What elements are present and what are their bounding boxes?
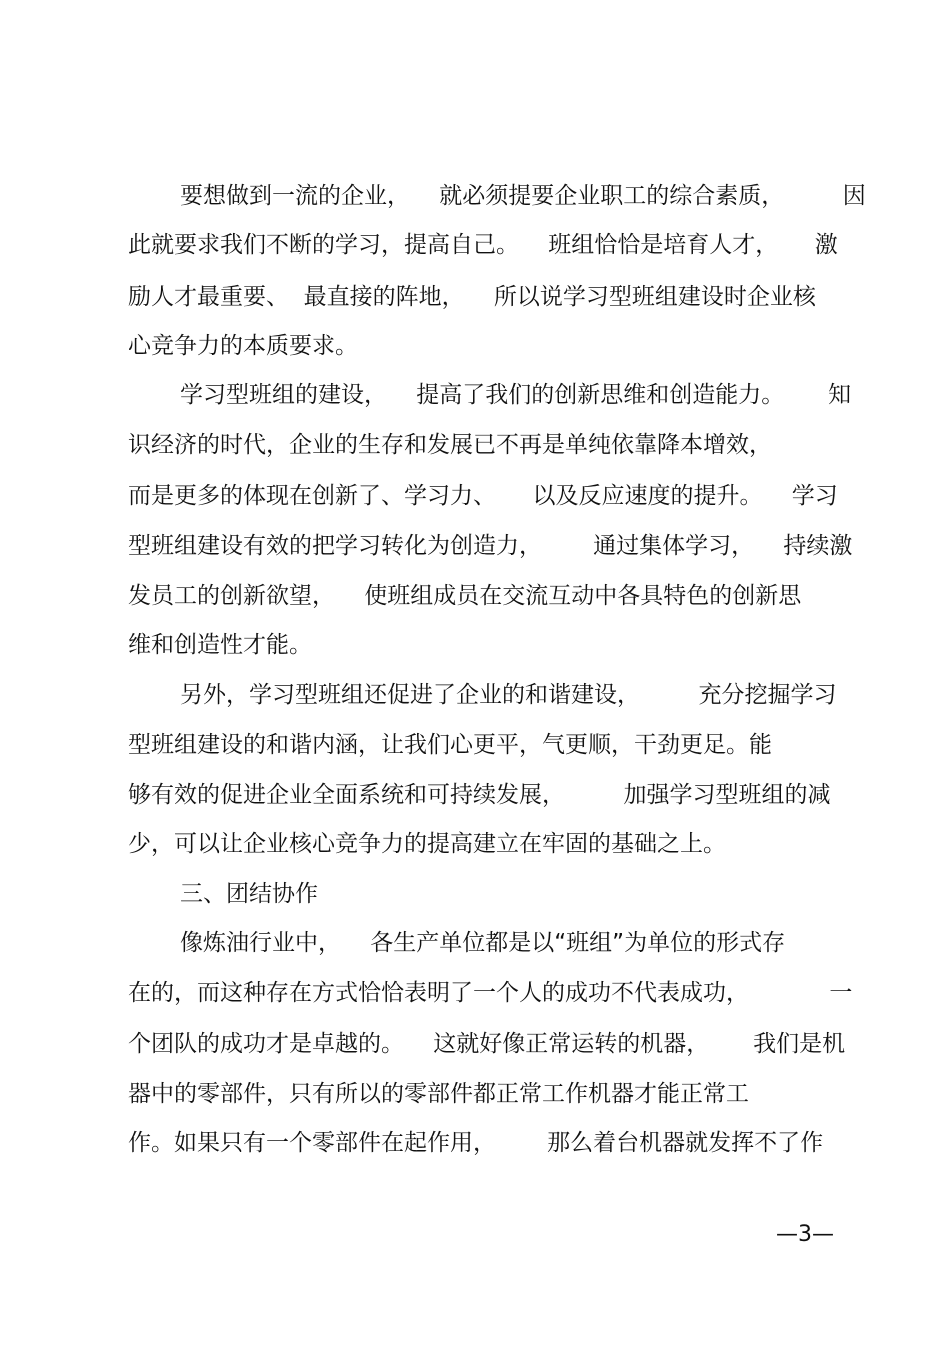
paragraph-5-line-2: 在的，而这种存在方式恰恰表明了一个人的成功不代表成功， 一 [128,980,853,1006]
paragraph-2-line-5: 发员工的创新欲望， 使班组成员在交流互动中各具特色的创新思 [128,583,802,609]
paragraph-3-line-3: 够有效的促进企业全面系统和可持续发展， 加强学习型班组的减 [128,782,831,808]
paragraph-2-line-1: 学习型班组的建设， 提高了我们的创新思维和创造能力。 知 [180,382,852,408]
paragraph-5-line-1: 像炼油行业中， 各生产单位都是以“班组”为单位的形式存 [180,930,786,956]
paragraph-2-line-6: 维和创造性才能。 [128,632,312,658]
paragraph-1-line-2: 此就要求我们不断的学习，提高自己。 班组恰恰是培育人才， 激 [128,232,838,258]
paragraph-1-line-3: 励人才最重要、 最直接的阵地， 所以说学习型班组建设时企业核 [128,284,816,310]
paragraph-2-line-4: 型班组建设有效的把学习转化为创造力， 通过集体学习， 持续激 [128,533,853,559]
paragraph-5-line-5: 作。如果只有一个零部件在起作用， 那么着台机器就发挥不了作 [128,1130,824,1156]
paragraph-2-line-3: 而是更多的体现在创新了、学习力、 以及反应速度的提升。 学习 [128,483,838,509]
paragraph-3-line-4: 少，可以让企业核心竞争力的提高建立在牢固的基础之上。 [128,831,726,857]
paragraph-5-line-4: 器中的零部件，只有所以的零部件都正常工作机器才能正常工 [128,1081,749,1107]
paragraph-1-line-4: 心竞争力的本质要求。 [128,333,358,359]
paragraph-3-line-1: 另外，学习型班组还促进了企业的和谐建设， 充分挖掘学习 [180,682,837,708]
paragraph-5-line-3: 个团队的成功才是卓越的。 这就好像正常运转的机器， 我们是机 [128,1031,846,1057]
paragraph-2-line-2: 识经济的时代，企业的生存和发展已不再是单纯依靠降本增效， [128,432,772,458]
paragraph-3-line-2: 型班组建设的和谐内涵，让我们心更平，气更顺，干劲更足。能 [128,732,772,758]
page-number: —3— [776,1222,834,1247]
section-heading: 三、团结协作 [180,881,318,907]
paragraph-1-line-1: 要想做到一流的企业， 就必须提要企业职工的综合素质， 因 [180,183,866,209]
